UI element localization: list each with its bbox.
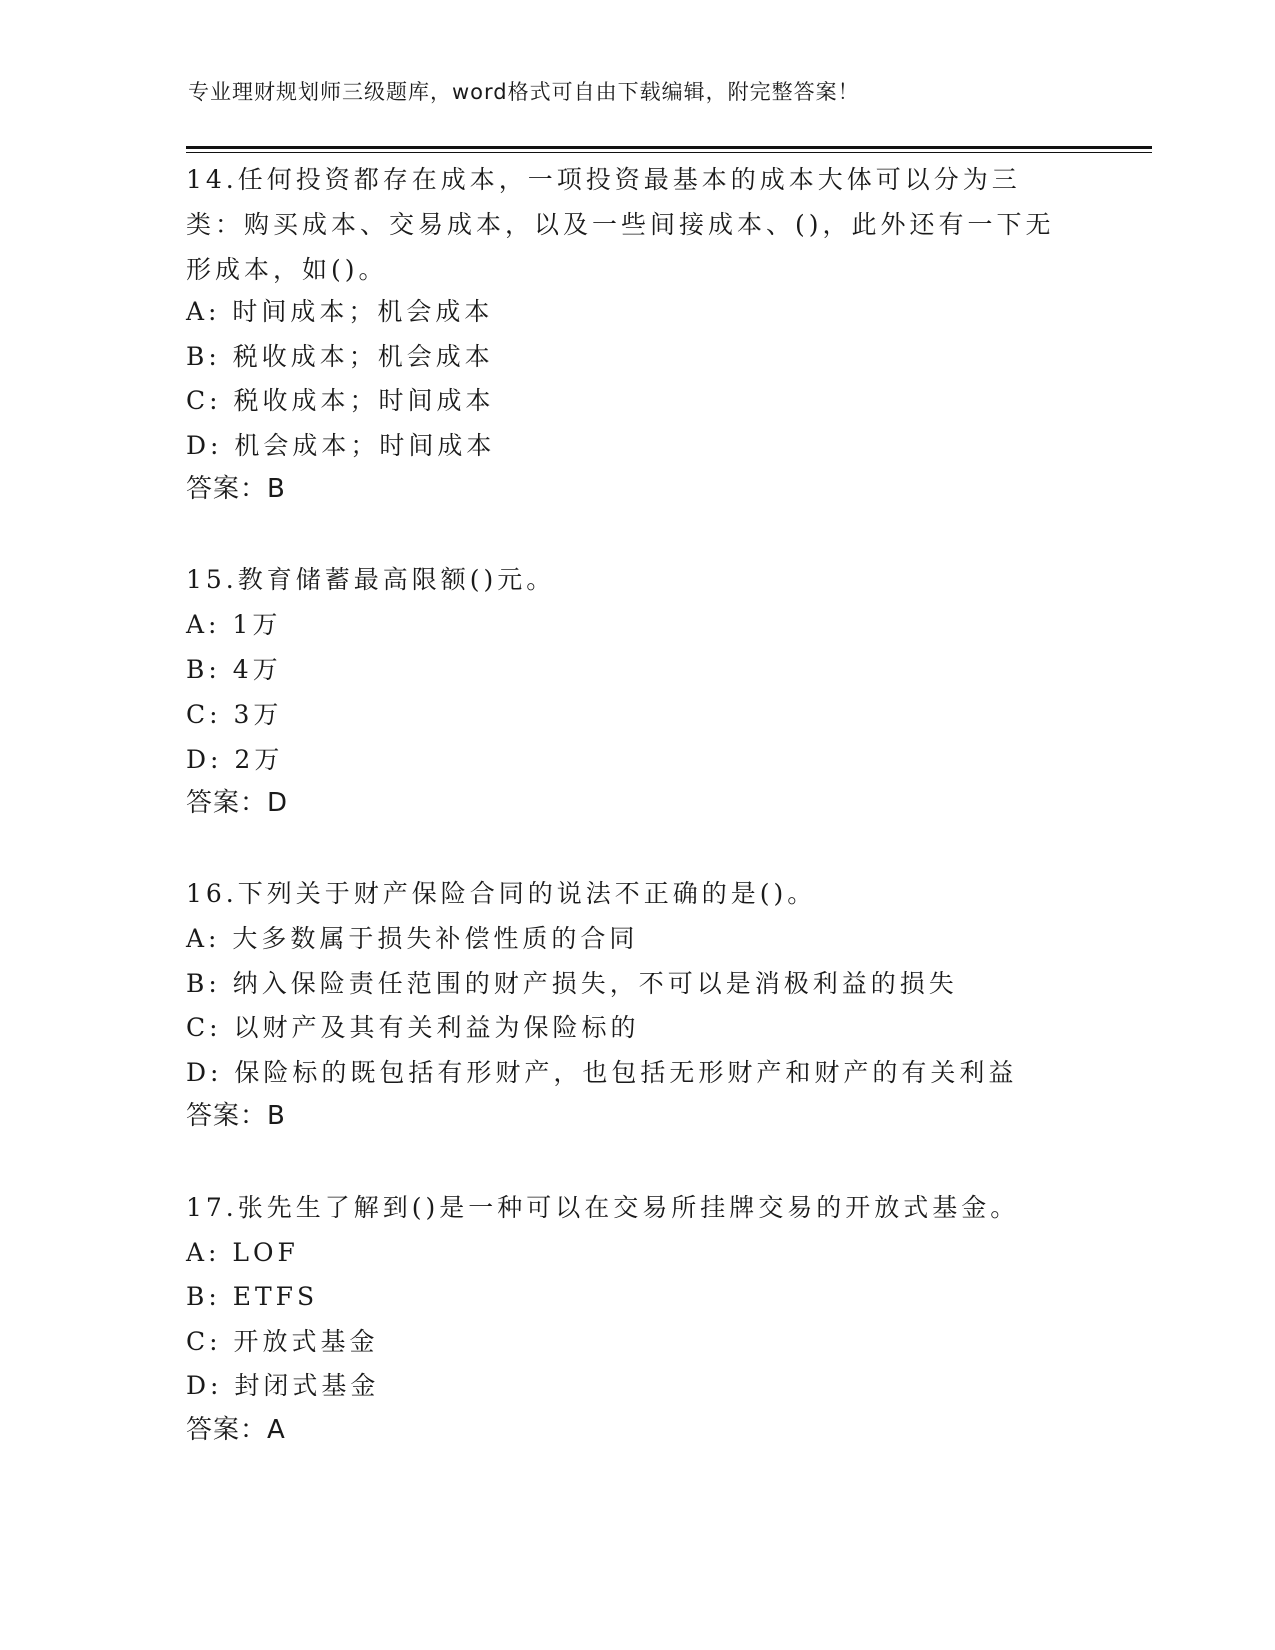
header-rule-thin (186, 152, 1152, 153)
question-14-option-c: C: 税收成本；时间成本 (186, 386, 495, 415)
question-15-option-b: B: 4万 (186, 655, 282, 684)
question-14-option-b: B: 税收成本；机会成本 (186, 342, 494, 371)
question-14-option-d: D: 机会成本；时间成本 (186, 431, 496, 460)
question-17-option-a: A: LOF (186, 1238, 299, 1267)
question-17-option-b: B: ETFS (186, 1282, 319, 1311)
question-15-stem: 15.教育储蓄最高限额()元。 (186, 565, 556, 594)
header-rule-thick (186, 146, 1152, 149)
question-16-option-a: A: 大多数属于损失补偿性质的合同 (186, 924, 639, 953)
question-14-answer: 答案：B (186, 474, 286, 504)
question-17-option-c: C: 开放式基金 (186, 1327, 379, 1356)
question-16-stem: 16.下列关于财产保险合同的说法不正确的是()。 (186, 879, 817, 908)
question-17-answer: 答案：A (186, 1415, 286, 1445)
question-17-option-d: D: 封闭式基金 (186, 1371, 380, 1400)
question-16-answer: 答案：B (186, 1101, 286, 1131)
question-14-stem: 14.任何投资都存在成本，一项投资最基本的成本大体可以分为三类：购买成本、交易成本，以及一些间接成本、()，此外还有一下无形成本，如()。 (186, 165, 1055, 284)
question-16-option-d: D: 保险标的既包括有形财产，也包括无形财产和财产的有关利益 (186, 1058, 1018, 1087)
question-16-option-c: C: 以财产及其有关利益为保险标的 (186, 1013, 640, 1042)
question-17-stem: 17.张先生了解到()是一种可以在交易所挂牌交易的开放式基金。 (186, 1193, 1020, 1222)
question-15-option-d: D: 2万 (186, 745, 284, 774)
question-16-option-b: B: 纳入保险责任范围的财产损失，不可以是消极利益的损失 (186, 969, 958, 998)
page-header: 专业理财规划师三级题库，word格式可自由下载编辑，附完整答案！ (188, 80, 860, 104)
question-15-option-c: C: 3万 (186, 700, 283, 729)
question-14-option-a: A: 时间成本；机会成本 (186, 297, 494, 326)
question-15-option-a: A: 1万 (186, 610, 282, 639)
question-15-answer: 答案：D (186, 788, 289, 818)
